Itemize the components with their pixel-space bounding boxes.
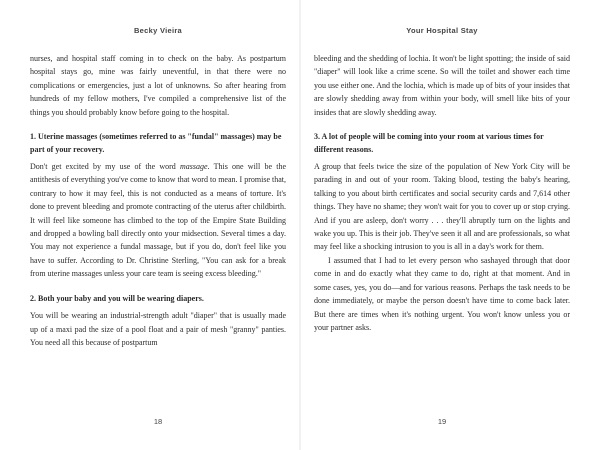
right-page-body bbox=[314, 52, 570, 334]
paragraph: You will be wearing an industrial-strength adult "diaper" that is usually made up of a maxi pad the size of a pool float and a pair of mesh "granny" panties. You need all this because of postpartum bbox=[30, 311, 286, 347]
running-head-author: Becky Vieira bbox=[133, 26, 183, 35]
page-number: 19 bbox=[437, 417, 447, 426]
left-page-body bbox=[30, 52, 286, 349]
paragraph bbox=[30, 160, 286, 281]
emphasis-word: massage bbox=[179, 162, 208, 172]
paragraph: A group that feels twice the size of the population of New York City will be parading in and out of your room. Taking blood, testing the baby's hearing, talking to you about birth certificates and social security cards and 7,614 other things. They have no shame; they won't wait for you to cover up or stop crying. And if you are asleep, don't worry . . . they'll abruptly turn on the lights and wake you up. This is their job. They've seen it all and are professionals, so what may feel like a shocking intrusion to you is all in a day's work for them. bbox=[314, 162, 570, 252]
text-run: . This one will be the antithesis of everything you've come to know that word to mean. I promise that, contrary to how it may feel, this is not conducted as a means of torture. It's done to prevent bleeding and promote contracting of the uterus after childbirth. It will feel like someone has climbed to the top of the Empire State Building and dropped a bowling ball directly onto your midsection. Several times a day. You may not experience a fundal massage, but if you do, don't feel like you have to suffer. According to Dr. Christine Sterling, "You can ask for a break from uterine massages unless your care team is seeing excess bleeding." bbox=[30, 162, 286, 279]
right-page bbox=[300, 0, 600, 450]
page-number: 18 bbox=[153, 417, 163, 426]
section-heading: 1. Uterine massages (sometimes referred to as "fundal" massages) may be part of your recovery. bbox=[30, 132, 282, 154]
text-run: Don't get excited by my use of the word bbox=[30, 162, 180, 172]
section-heading: 2. Both your baby and you will be wearing diapers. bbox=[30, 293, 204, 303]
paragraph: nurses, and hospital staff coming in to check on the baby. As postpartum hospital stays go, mine was fairly uneventful, in that there were no complications or emergencies, just a lot of unknowns. So after hearing from hundreds of my fellow mothers, I've compiled a comprehensive list of the things you should probably know before going to the hospital. bbox=[30, 54, 286, 117]
running-head-title: Your Hospital Stay bbox=[406, 26, 478, 35]
paragraph: I assumed that I had to let every person who sashayed through that door come in and do exactly what they came to do, right at that moment. And in some cases, yes, you do—and for various reasons. Perhaps the task needs to be done immediately, or maybe the person doesn't have time to come back later. But there are times when it's nothing urgent. You won't know unless you or your partner asks. bbox=[314, 255, 570, 332]
paragraph: bleeding and the shedding of lochia. It won't be light spotting; the inside of said "diaper" will look like a crime scene. So will the toilet and shower each time you use either one. And the lochia, which is made up of bits of your insides that are slowly shedding away from within your body, will smell like bits of your insides that are slowly shedding away. bbox=[314, 54, 570, 117]
section-heading: 3. A lot of people will be coming into your room at various times for different reasons. bbox=[314, 132, 544, 154]
